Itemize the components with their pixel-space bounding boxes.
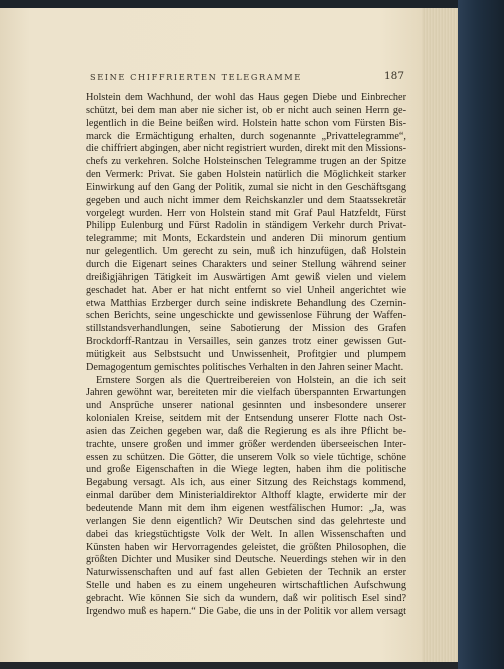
text-line: gegeben und auch nicht immer dem Reichskanzler und dem Staatssekretär <box>86 194 406 206</box>
text-line: und große Eigenschaften in die Wiege legten, haben ihm die politische <box>86 464 406 476</box>
text-line: legentlich in die Beine beißen wird. Holstein hatte schon vom Fürsten Bis- <box>86 117 406 129</box>
text-line: nur gelegentlich. Um gerecht zu sein, muß ich hinzufügen, daß Holstein <box>86 246 406 258</box>
text-line: Jahren gewöhnt war, bereiteten mir die vielfach überspannten Erwartungen <box>86 387 406 399</box>
page-edges <box>422 8 458 662</box>
text-line: Demagogentum gemischtes politisches Verhalten in den Jahren seiner Macht. <box>86 361 404 373</box>
book-cover <box>458 0 504 669</box>
text-line: Holstein dem Wachhund, der wohl das Haus gegen Diebe und Einbrecher <box>86 92 406 103</box>
text-line: dreißigjährigen Tätigkeit im Auswärtigen Amt gewiß vielen und vielem <box>86 271 406 283</box>
text-line: telegramme; mit Monts, Eckardstein und anderen Dii minorum gentium <box>86 233 406 245</box>
top-shadow <box>0 0 504 8</box>
running-head: SEINE CHIFFRIERTEN TELEGRAMME <box>90 72 302 82</box>
text-line: Künsten haben wir Hervorragendes geleistet, die größten Philosophen, die <box>86 541 406 553</box>
text-line: stillstandsverhandlungen, seine Sabotierung der Mission des Grafen <box>86 323 406 335</box>
text-line: vorgelegt wurden. Herr von Holstein stand mit Graf Paul Hatzfeldt, Fürst <box>86 207 406 219</box>
text-line: dabei das kriegstüchtigste Volk der Welt. In allen Wissenschaften und <box>86 528 406 540</box>
text-line: trachte, unsere großen und immer größer werdenden überseeischen Inter- <box>86 438 406 450</box>
text-line: geschadet hat. Aber er hat nicht entfernt so viel Unheil angerichtet wie <box>86 284 406 296</box>
text-line: chefs zu verkehren. Solche Holsteinschen Telegramme trugen an der Spitze <box>86 156 406 168</box>
text-line: etwa Matthias Erzberger durch seine indiskrete Behandlung des Czernin- <box>86 297 406 309</box>
text-line: Ernstere Sorgen als die Quertreibereien von Holstein, an die ich seit <box>96 374 406 386</box>
text-line: bedeutende Mann mit dem ihm eigenen westfälischen Humor: „Ja, was <box>86 503 406 514</box>
text-line: und Ansprüche unserer national gesinnten und insbesondere unserer <box>86 400 406 412</box>
text-line: Stelle und haben es zu einem ungeheuren wirtschaftlichen Aufschwung <box>86 580 406 592</box>
page-number: 187 <box>383 70 404 82</box>
text-line: Irgendwo muß es hapern.“ Die Gabe, die uns in der Politik vor allem versagt <box>86 605 406 617</box>
text-line: Brockdorff-Rantzau in Versailles, sein ganzes trotz einer gewissen Gut- <box>86 336 406 348</box>
text-line: verlangen Sie denn eigentlich? Wir Deutschen sind das gelehrteste und <box>86 515 406 527</box>
text-line: größten Dichter und Musiker sind Deutsche. Neuerdings stehen wir in den <box>86 554 406 566</box>
text-line: schen Berichts, seine ungeschickte und gewissenlose Führung der Waffen- <box>86 310 406 322</box>
body-text <box>86 92 406 619</box>
text-line: Philipp Eulenburg und Fürst Radolin in ständigem Verkehr durch Privat- <box>86 220 406 232</box>
text-line: Naturwissenschaften und auf fast allen Gebieten der Technik an erster <box>86 567 406 579</box>
text-line: die chiffriert abgingen, aber nicht registriert wurden, direkt mit den Missions- <box>86 143 406 155</box>
text-line: Begabung versagt. Als ich, aus einer Sitzung des Reichstags kommend, <box>86 477 406 489</box>
text-line: mütigkeit aus Selbstsucht und Unwissenheit, Profitgier und plumpem <box>86 348 406 360</box>
text-line: schützt, bei dem man aber nie sicher ist, ob er nicht auch seinen Herrn ge- <box>86 104 406 116</box>
text-line: einmal darüber dem Ministerialdirektor Althoff klagte, erwiderte mir der <box>86 490 406 502</box>
text-line: durch die Eigenart seines Charakters und seiner Stellung während seiner <box>86 258 406 270</box>
text-line: Einwirkung auf den Gang der Politik, zumal sie nicht in den Geschäftsgang <box>86 181 406 193</box>
text-line: marck die Ermächtigung erhalten, durch sogenannte „Privattelegramme“, <box>86 130 406 142</box>
text-line: den Vermerk: Privat. Sie gaben Holstein natürlich die Möglichkeit starker <box>86 169 406 181</box>
text-line: kolonialen Kreise, seitdem mit der Entsendung unserer Flotte nach Ost- <box>86 413 406 425</box>
text-line: gebracht. Wie können Sie sich da wundern, daß wir politisch Esel sind? <box>86 592 406 604</box>
text-line: asien das Zeichen gegeben war, daß die Regierung es als ihre Pflicht be- <box>86 425 406 437</box>
text-line: essen zu schützen. Die Götter, die unserem Volk so viele tüchtige, schöne <box>86 451 406 463</box>
